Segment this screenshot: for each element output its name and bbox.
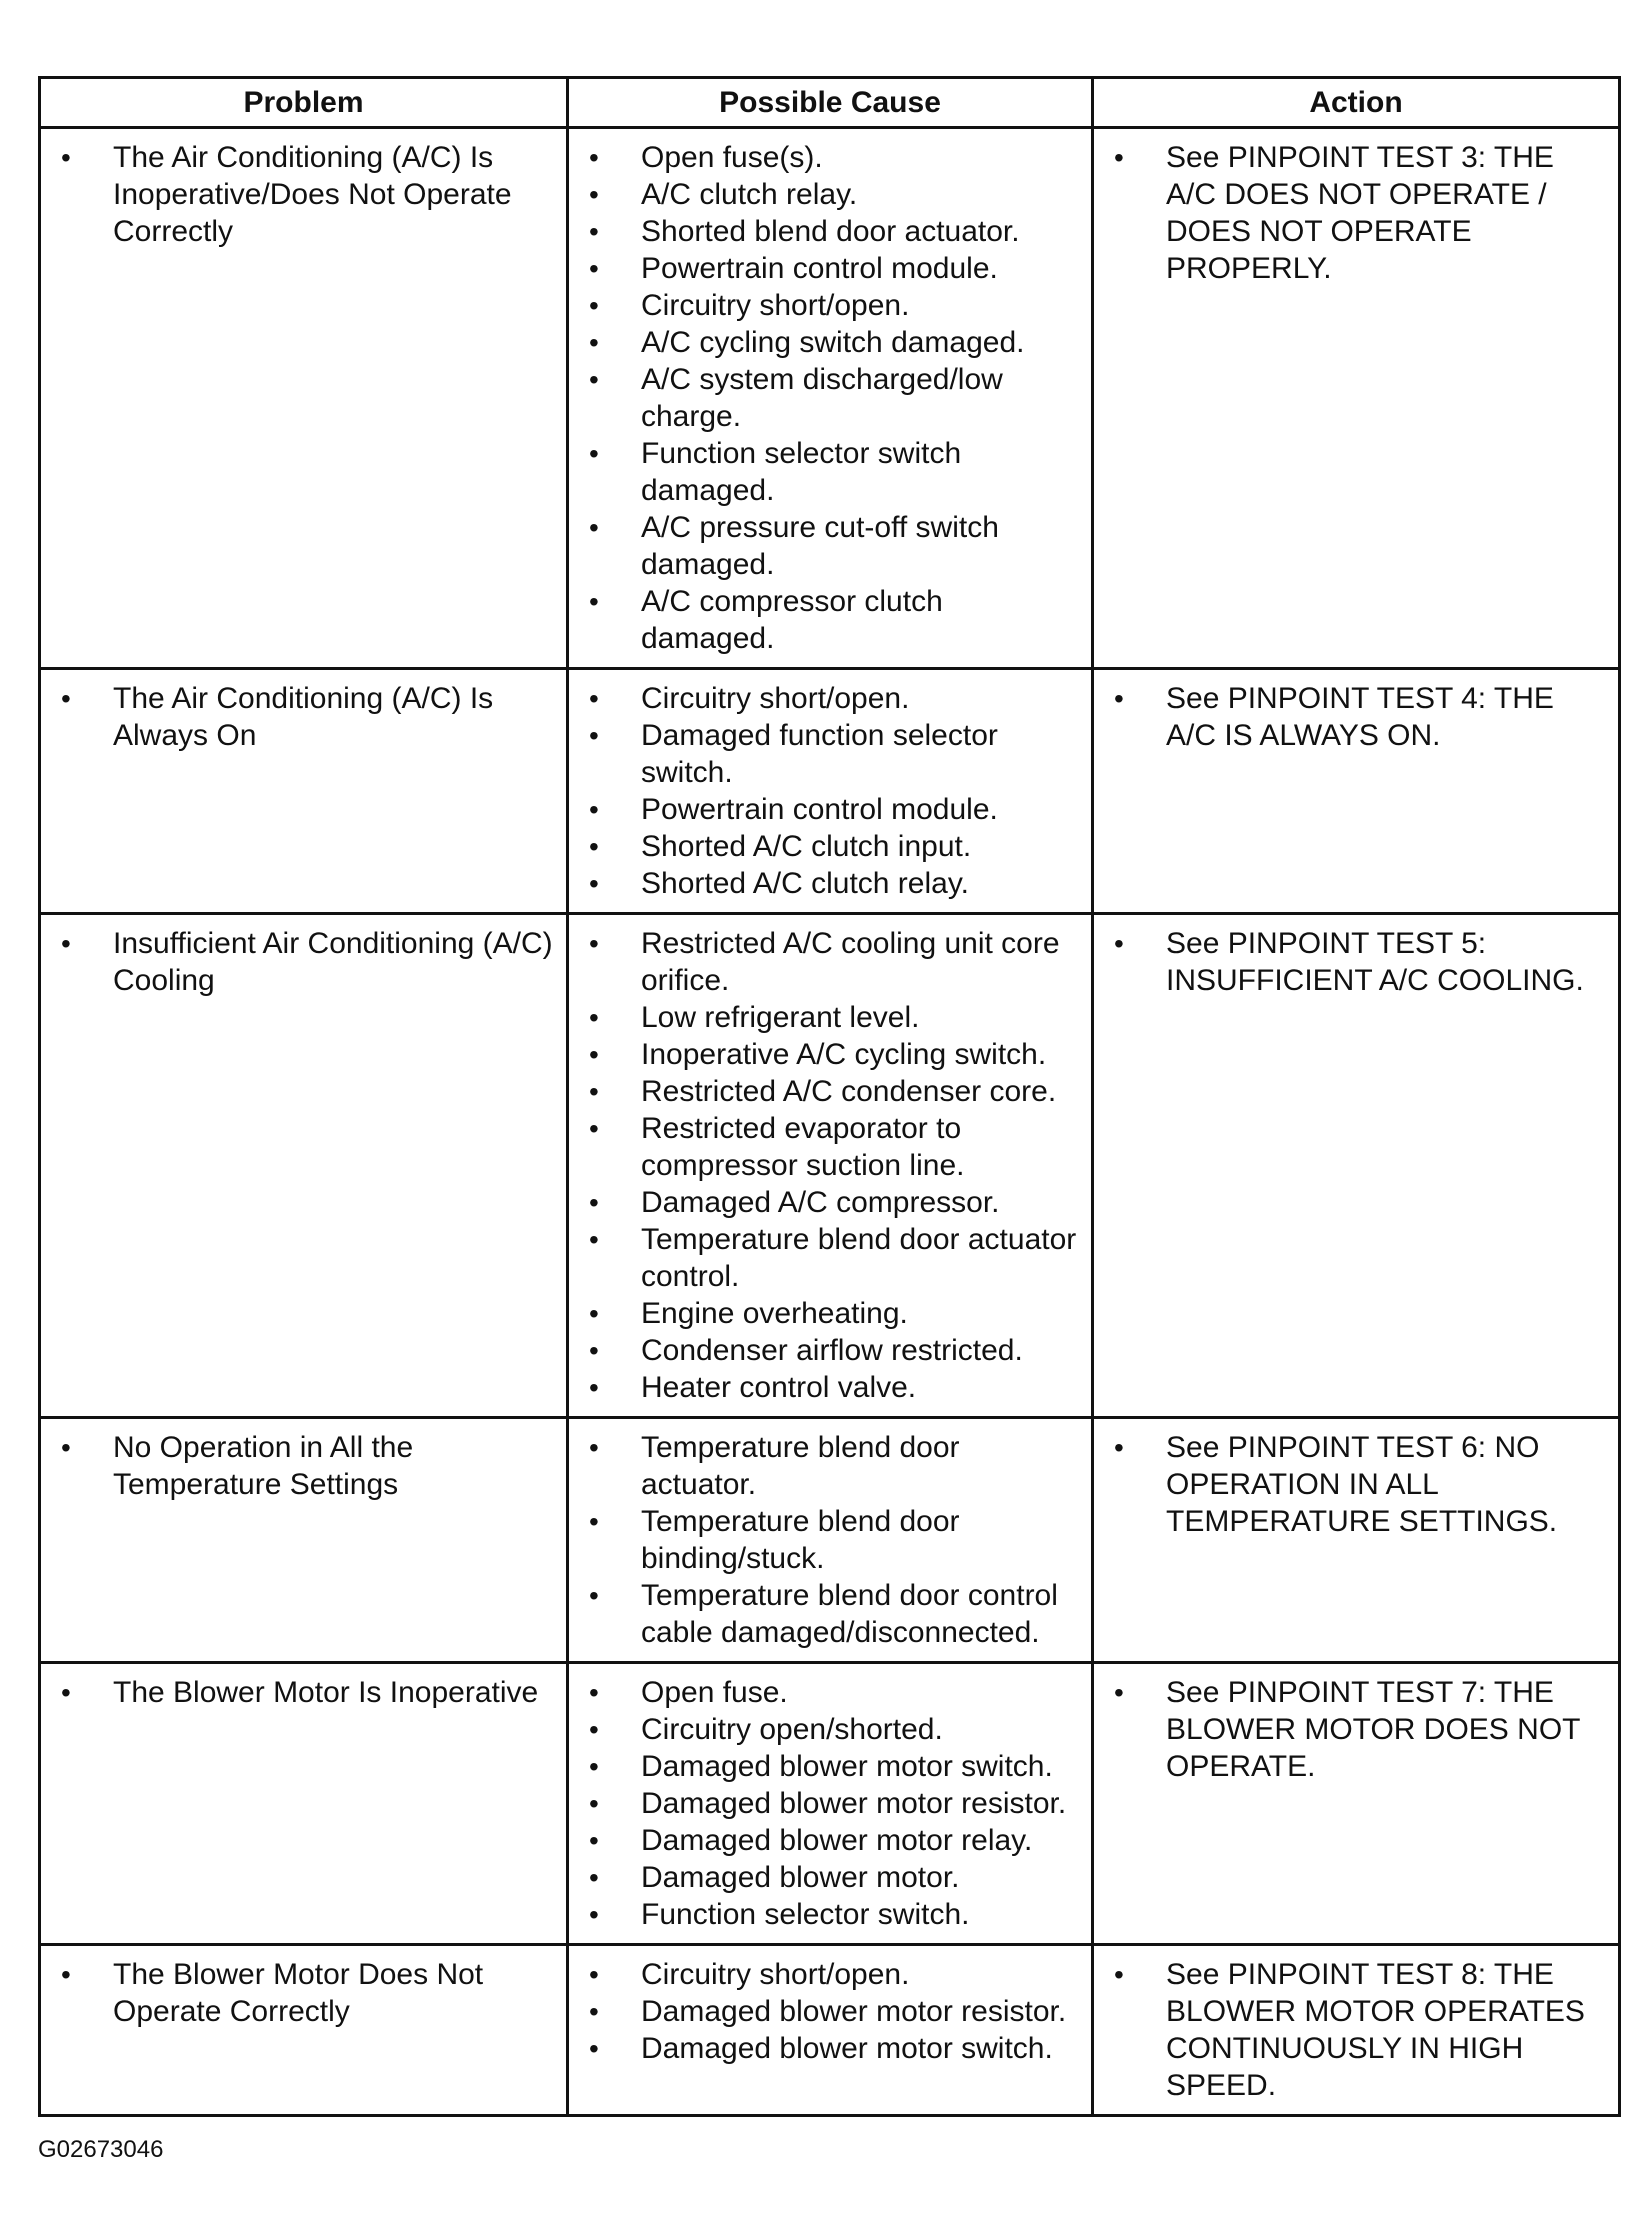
cause-item: • Damaged blower motor. [583, 1859, 1081, 1896]
cause-item: • Damaged A/C compressor. [583, 1184, 1081, 1221]
cause-item: • A/C cycling switch damaged. [583, 324, 1081, 361]
action-text: • See PINPOINT TEST 5: INSUFFICIENT A/C COOLING. [1108, 925, 1608, 999]
table-body [40, 128, 1620, 2116]
cause-item: • Damaged function selector switch. [583, 717, 1081, 791]
header-action: Action [1093, 78, 1620, 128]
action-cell [1093, 914, 1620, 1418]
cause-item: • Temperature blend door control cable damaged/disconnected. [583, 1577, 1081, 1651]
cause-item: • Damaged blower motor relay. [583, 1822, 1081, 1859]
cause-item: • Condenser airflow restricted. [583, 1332, 1081, 1369]
problem-cell [40, 1418, 568, 1663]
action-text: • See PINPOINT TEST 8: THE BLOWER MOTOR OPERATES CONTINUOUSLY IN HIGH SPEED. [1108, 1956, 1608, 2104]
cause-item: • Restricted A/C cooling unit core orifice. [583, 925, 1081, 999]
cause-list [583, 139, 1081, 657]
table-row [40, 128, 1620, 669]
cause-item: • Engine overheating. [583, 1295, 1081, 1332]
action-text: • See PINPOINT TEST 3: THE A/C DOES NOT OPERATE / DOES NOT OPERATE PROPERLY. [1108, 139, 1608, 287]
cause-item: • Shorted blend door actuator. [583, 213, 1081, 250]
cause-item: • Damaged blower motor resistor. [583, 1993, 1081, 2030]
table-row [40, 1945, 1620, 2116]
cause-item: • Powertrain control module. [583, 250, 1081, 287]
cause-item: • Function selector switch. [583, 1896, 1081, 1933]
header-problem: Problem [40, 78, 568, 128]
cause-cell [568, 914, 1093, 1418]
cause-item: • Circuitry short/open. [583, 680, 1081, 717]
header-row [40, 78, 1620, 128]
cause-item: • Circuitry short/open. [583, 1956, 1081, 1993]
problem-cell [40, 128, 568, 669]
cause-item: • Powertrain control module. [583, 791, 1081, 828]
problem-cell [40, 669, 568, 914]
problem-cell [40, 1945, 568, 2116]
cause-cell [568, 669, 1093, 914]
problem-cell [40, 914, 568, 1418]
problem-text: • Insufficient Air Conditioning (A/C) Cooling [55, 925, 556, 999]
cause-item: • Open fuse(s). [583, 139, 1081, 176]
cause-item: • Shorted A/C clutch input. [583, 828, 1081, 865]
table-row [40, 1418, 1620, 1663]
cause-item: • Restricted evaporator to compressor suction line. [583, 1110, 1081, 1184]
cause-item: • A/C compressor clutch damaged. [583, 583, 1081, 657]
problem-text: • The Air Conditioning (A/C) Is Inoperative/Does Not Operate Correctly [55, 139, 556, 250]
action-text: • See PINPOINT TEST 4: THE A/C IS ALWAYS ON. [1108, 680, 1608, 754]
cause-item: • A/C clutch relay. [583, 176, 1081, 213]
table-row [40, 1663, 1620, 1945]
cause-item: • Temperature blend door actuator control. [583, 1221, 1081, 1295]
cause-item: • Damaged blower motor switch. [583, 2030, 1081, 2067]
cause-list [583, 925, 1081, 1406]
cause-cell [568, 128, 1093, 669]
cause-item: • Restricted A/C condenser core. [583, 1073, 1081, 1110]
action-cell [1093, 128, 1620, 669]
problem-text: • The Air Conditioning (A/C) Is Always On [55, 680, 556, 754]
cause-cell [568, 1418, 1093, 1663]
cause-list [583, 680, 1081, 902]
cause-cell [568, 1663, 1093, 1945]
cause-item: • Function selector switch damaged. [583, 435, 1081, 509]
cause-list [583, 1956, 1081, 2067]
cause-list [583, 1674, 1081, 1933]
cause-item: • Damaged blower motor resistor. [583, 1785, 1081, 1822]
problem-text: • The Blower Motor Does Not Operate Correctly [55, 1956, 556, 2030]
action-cell [1093, 1418, 1620, 1663]
cause-item: • A/C pressure cut-off switch damaged. [583, 509, 1081, 583]
diagnosis-table [38, 76, 1621, 2117]
problem-text: • No Operation in All the Temperature Settings [55, 1429, 556, 1503]
cause-list [583, 1429, 1081, 1651]
cause-item: • Low refrigerant level. [583, 999, 1081, 1036]
action-cell [1093, 1663, 1620, 1945]
action-cell [1093, 669, 1620, 914]
header-possible-cause: Possible Cause [568, 78, 1093, 128]
cause-item: • Shorted A/C clutch relay. [583, 865, 1081, 902]
cause-item: • Circuitry open/shorted. [583, 1711, 1081, 1748]
cause-item: • Circuitry short/open. [583, 287, 1081, 324]
cause-item: • Open fuse. [583, 1674, 1081, 1711]
cause-item: • Inoperative A/C cycling switch. [583, 1036, 1081, 1073]
table-row [40, 914, 1620, 1418]
cause-item: • Damaged blower motor switch. [583, 1748, 1081, 1785]
problem-text: • The Blower Motor Is Inoperative [55, 1674, 556, 1711]
cause-item: • Heater control valve. [583, 1369, 1081, 1406]
cause-item: • Temperature blend door binding/stuck. [583, 1503, 1081, 1577]
action-text: • See PINPOINT TEST 6: NO OPERATION IN ALL TEMPERATURE SETTINGS. [1108, 1429, 1608, 1540]
action-cell [1093, 1945, 1620, 2116]
cause-item: • A/C system discharged/low charge. [583, 361, 1081, 435]
cause-item: • Temperature blend door actuator. [583, 1429, 1081, 1503]
table-row [40, 669, 1620, 914]
figure-id: G02673046 [38, 2136, 164, 2163]
cause-cell [568, 1945, 1093, 2116]
problem-cell [40, 1663, 568, 1945]
action-text: • See PINPOINT TEST 7: THE BLOWER MOTOR DOES NOT OPERATE. [1108, 1674, 1608, 1785]
